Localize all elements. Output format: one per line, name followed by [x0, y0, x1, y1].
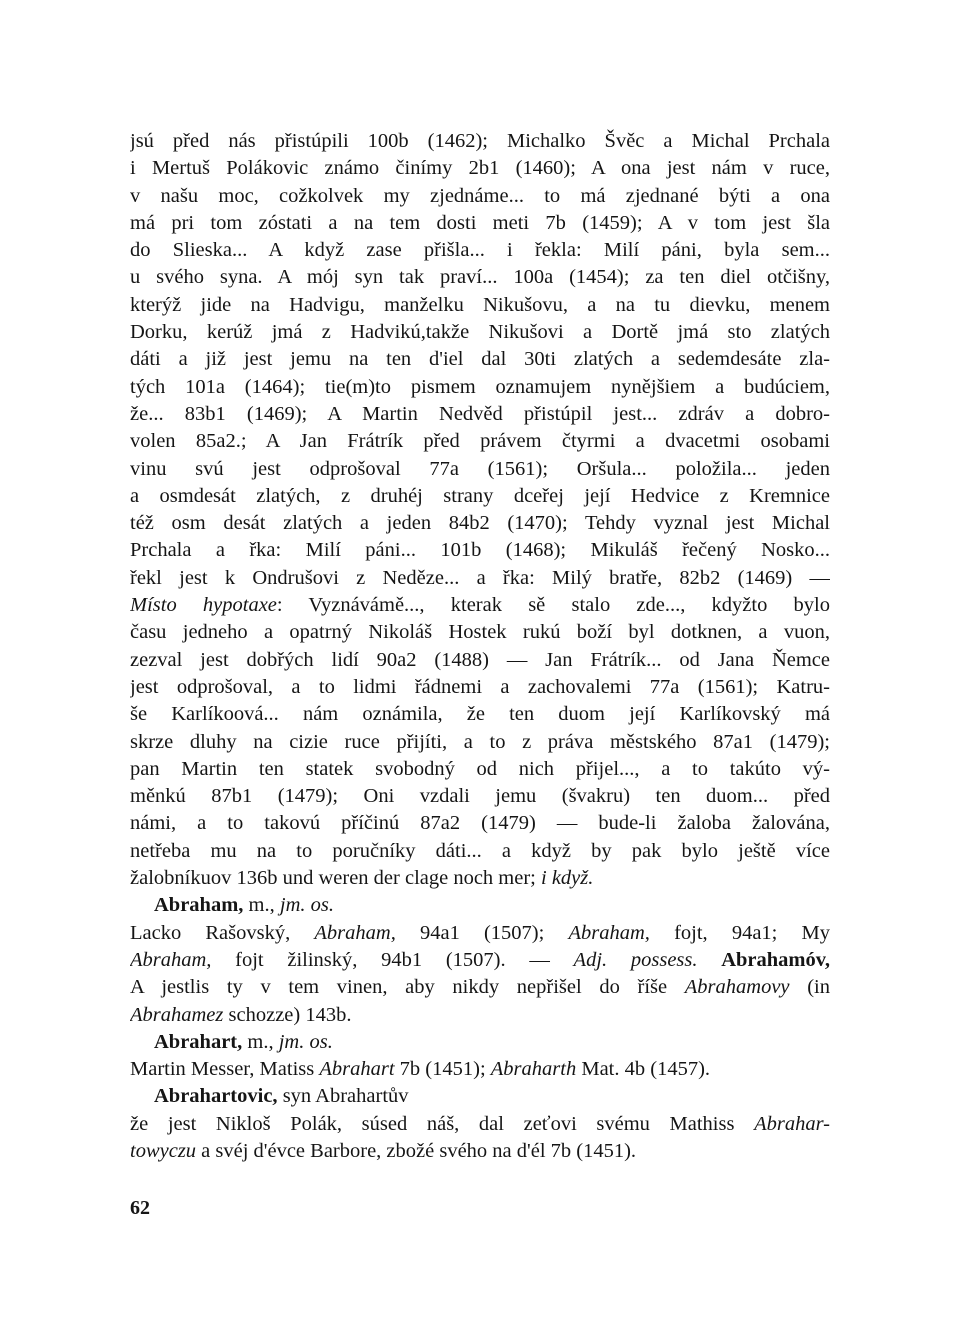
- text-line: [130, 974, 830, 1001]
- text-segment: m.,: [243, 894, 280, 917]
- text-line: [130, 783, 830, 810]
- text-segment: schozze) 143b.: [223, 1003, 352, 1026]
- text-segment: Prchala a řka: Milí páni... 101b (1468); Mikuláš řečený Nosko...: [130, 539, 830, 562]
- text-line: [130, 292, 830, 319]
- text-segment: žalobníkuov 136b und weren der clage noch mer;: [130, 867, 542, 890]
- text-segment: netřeba mu na to poručníky dáti... a když by pak bylo ještě více: [130, 839, 830, 862]
- text-segment: má pri tom zóstati a na tem dosti meti 7b (1459); A v tom jest šla: [130, 211, 830, 234]
- text-segment: v našu moc, cožkolvek my zjednáme... to má zjednané býti a ona: [130, 184, 830, 207]
- text-segment: do Slieska... A když zase přišla... i řekla: Milí páni, byla sem...: [130, 239, 830, 262]
- text-line: [130, 592, 830, 619]
- italic-term: Abrahamovy: [684, 976, 790, 999]
- text-line: [130, 1029, 830, 1056]
- text-line: [130, 647, 830, 674]
- italic-term: Adj. possess.: [573, 948, 698, 971]
- text-line: [130, 537, 830, 564]
- text-segment: A jestlis ty v tem vinen, aby nikdy nepřišel do říše: [130, 976, 685, 999]
- text-segment: še Karlíkoová... nám oznámila, že ten duom její Karlíkovský má: [130, 703, 830, 726]
- text-line: [130, 346, 830, 373]
- text-segment: pan Martin ten statek svobodný od nich přijel..., a to takúto vý-: [130, 757, 830, 780]
- text-line: [130, 619, 830, 646]
- headword: Abraham,: [154, 894, 244, 917]
- headword: Abrahart,: [154, 1030, 243, 1053]
- text-segment: : Vyznávámě..., kterak sě stalo zde..., kdyžto bylo: [276, 594, 830, 617]
- text-line: [130, 155, 830, 182]
- text-segment: Martin Messer, Matiss: [130, 1058, 320, 1081]
- italic-term: Abraham,: [568, 921, 650, 944]
- text-line: [130, 319, 830, 346]
- italic-term: Místo hypotaxe: [130, 594, 277, 617]
- italic-term: Abrahamez: [130, 1003, 224, 1026]
- text-segment: [698, 949, 722, 971]
- headword: Abrahamóv,: [721, 948, 830, 971]
- text-line: [130, 183, 830, 210]
- text-segment: času jedneho a opatrný Nikoláš Hostek rukú boží byl dotknen, a vuon,: [130, 621, 830, 644]
- text-segment: jest odprošoval, a to lidmi řádnemi a zachovalemi 77a (1561); Katru-: [130, 675, 830, 698]
- text-line: [130, 456, 830, 483]
- text-line: [130, 401, 830, 428]
- text-line: [130, 729, 830, 756]
- text-segment: i Mertuš Polákovic známo činímy 2b1 (1460); A ona jest nám v ruce,: [130, 157, 830, 180]
- text-line: [130, 428, 830, 455]
- text-line: [130, 865, 830, 892]
- text-line: [130, 1002, 830, 1029]
- italic-term: jm. os.: [278, 1030, 333, 1053]
- text-segment: 94a1 (1507);: [395, 921, 569, 944]
- text-segment: skrze dluhy na cizie ruce přijíti, a to z práva městského 87a1 (1479);: [130, 730, 830, 753]
- text-segment: námi, a to takovú příčinú 87a2 (1479) — bude-li žaloba žalována,: [130, 812, 830, 835]
- text-segment: (in: [789, 976, 830, 999]
- text-line: [130, 237, 830, 264]
- text-segment: a svéj d'évce Barbore, zbožé svého na d'él 7b (1451).: [196, 1139, 637, 1162]
- text-segment: též osm desát zlatých a jeden 84b2 (1470); Tehdy vyznal jest Michal: [130, 512, 830, 535]
- text-line: [130, 1138, 830, 1165]
- text-line: [130, 1056, 830, 1083]
- text-line: [130, 701, 830, 728]
- text-line: [130, 947, 830, 974]
- italic-term: Abraham,: [314, 921, 396, 944]
- text-segment: tých 101a (1464); tie(m)to pismem oznamujem nynějšiem a budúciem,: [130, 375, 830, 398]
- text-segment: Dorku, kerúž jmá z Hadvikú,takže Nikušovi a Dortě jmá sto zlatých: [130, 321, 830, 344]
- italic-term: Abrahart: [319, 1058, 395, 1081]
- text-segment: a osmdesát zlatých, z druhéj strany dceřej její Hedvice z Kremnice: [130, 484, 830, 507]
- text-line: [130, 483, 830, 510]
- text-line: [130, 920, 830, 947]
- italic-term: Abraham,: [130, 948, 212, 971]
- text-segment: fojt, 94a1; My: [649, 921, 830, 944]
- text-segment: syn Abrahartův: [277, 1085, 409, 1108]
- italic-term: jm. os.: [279, 894, 334, 917]
- text-segment: jsú před nás přistúpili 100b (1462); Michalko Švěc a Michal Prchala: [130, 130, 830, 152]
- text-segment: Lacko Rašovský,: [130, 921, 315, 944]
- text-line: [130, 756, 830, 783]
- text-segment: zezval jest dobřých lidí 90a2 (1488) — Jan Frátrík... od Jana Ňemce: [130, 648, 830, 671]
- text-segment: fojt žilinský, 94b1 (1507). —: [211, 948, 574, 971]
- text-segment: volen 85a2.; A Jan Frátrík před právem čtyrmi a dvacetmi osobami: [130, 430, 830, 453]
- text-segment: dáti a již jest jemu na ten d'iel dal 30ti zlatých a sedemdesáte zla-: [130, 348, 830, 371]
- text-segment: vinu svú jest odprošoval 77a (1561); Oršula... položila... jeden: [130, 457, 830, 480]
- text-line: [130, 128, 830, 155]
- text-line: [130, 210, 830, 237]
- headword: Abrahartovic,: [154, 1085, 278, 1108]
- page-text: [130, 128, 830, 1165]
- text-line: [130, 510, 830, 537]
- text-segment: kterýž jide na Hadvigu, manželku Nikušovu, a na tu dievku, menem: [130, 293, 830, 316]
- text-line: [130, 374, 830, 401]
- italic-term: i když.: [541, 867, 594, 890]
- text-segment: že jest Nikloš Polák, súsed náš, dal zeťovi svému Mathiss: [130, 1112, 755, 1135]
- text-segment: u svého syna. A mój syn tak praví... 100a (1454); za ten diel otčišny,: [130, 266, 830, 289]
- text-segment: 7b (1451);: [394, 1058, 491, 1081]
- text-segment: měnkú 87b1 (1479); Oni vzdali jemu (švakru) ten duom... před: [130, 785, 830, 808]
- text-line: [130, 810, 830, 837]
- text-line: [130, 264, 830, 291]
- text-line: [130, 565, 830, 592]
- text-segment: Mat. 4b (1457).: [576, 1058, 711, 1081]
- text-line: [130, 1083, 830, 1110]
- italic-term: Abrahar-: [754, 1112, 830, 1135]
- text-line: [130, 892, 830, 919]
- text-line: [130, 674, 830, 701]
- text-line: [130, 838, 830, 865]
- text-segment: řekl jest k Ondrušovi z Neděze... a řka: Milý bratře, 82b2 (1469) —: [130, 566, 830, 589]
- text-segment: m.,: [242, 1030, 279, 1053]
- text-line: [130, 1111, 830, 1138]
- text-segment: že... 83b1 (1469); A Martin Nedvěd přistúpil jest... zdráv a dobro-: [130, 402, 830, 425]
- italic-term: Abraharth: [490, 1058, 577, 1081]
- italic-term: towyczu: [130, 1139, 197, 1162]
- page-number: 62: [130, 1197, 150, 1219]
